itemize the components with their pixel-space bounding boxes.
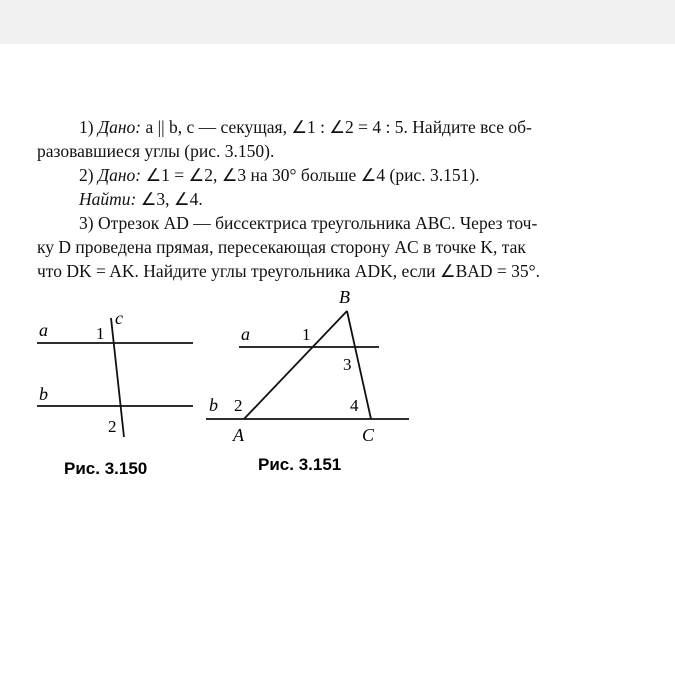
fig151-label-b: b <box>209 395 218 415</box>
problem-2-text: ∠1 = ∠2, ∠3 на 30° больше ∠4 (рис. 3.151). <box>145 165 480 185</box>
problem-2-given: Дано: <box>97 165 142 185</box>
fig151-point-a: A <box>233 425 244 445</box>
problem-3-line-2: ку D проведена прямая, пересекающая сторону AC в точке K, так <box>37 237 526 257</box>
fig150-angle-2: 2 <box>108 417 117 436</box>
problem-2-number: 2) <box>79 165 94 185</box>
fig150-label-c: c <box>115 308 123 328</box>
problem-1-number: 1) <box>79 117 94 137</box>
fig151-point-c: C <box>362 425 375 445</box>
fig150-label-a: a <box>39 320 48 340</box>
fig151-caption: Рис. 3.151 <box>258 455 342 474</box>
fig151-side-ab <box>244 311 347 419</box>
problem-3-line-3: что DK = AK. Найдите углы треугольника ADK, если ∠BAD = 35°. <box>37 261 541 281</box>
fig151-point-b: B <box>339 287 350 307</box>
problem-1-text: a || b, c — секущая, ∠1 : ∠2 = 4 : 5. Найдите все об- <box>145 117 532 137</box>
problem-1-line-2: разовавшиеся углы (рис. 3.150). <box>37 141 275 161</box>
fig150-label-b: b <box>39 384 48 404</box>
fig151-angle-2: 2 <box>234 396 243 415</box>
fig151-angle-4: 4 <box>350 396 359 415</box>
fig151-angle-1: 1 <box>302 325 311 344</box>
problem-1-given: Дано: <box>97 117 142 137</box>
problem-3-line-1: 3) Отрезок AD — биссектриса треугольника ABC. Через точ- <box>79 213 538 233</box>
problem-2-find-text: ∠3, ∠4. <box>140 189 203 209</box>
figure-3-151 <box>206 287 409 474</box>
figure-3-150 <box>37 308 193 478</box>
fig150-caption: Рис. 3.150 <box>64 459 148 478</box>
fig151-angle-3: 3 <box>343 355 352 374</box>
problem-2-find: Найти: <box>79 189 137 209</box>
fig151-label-a: a <box>241 324 250 344</box>
fig150-angle-1: 1 <box>96 324 105 343</box>
